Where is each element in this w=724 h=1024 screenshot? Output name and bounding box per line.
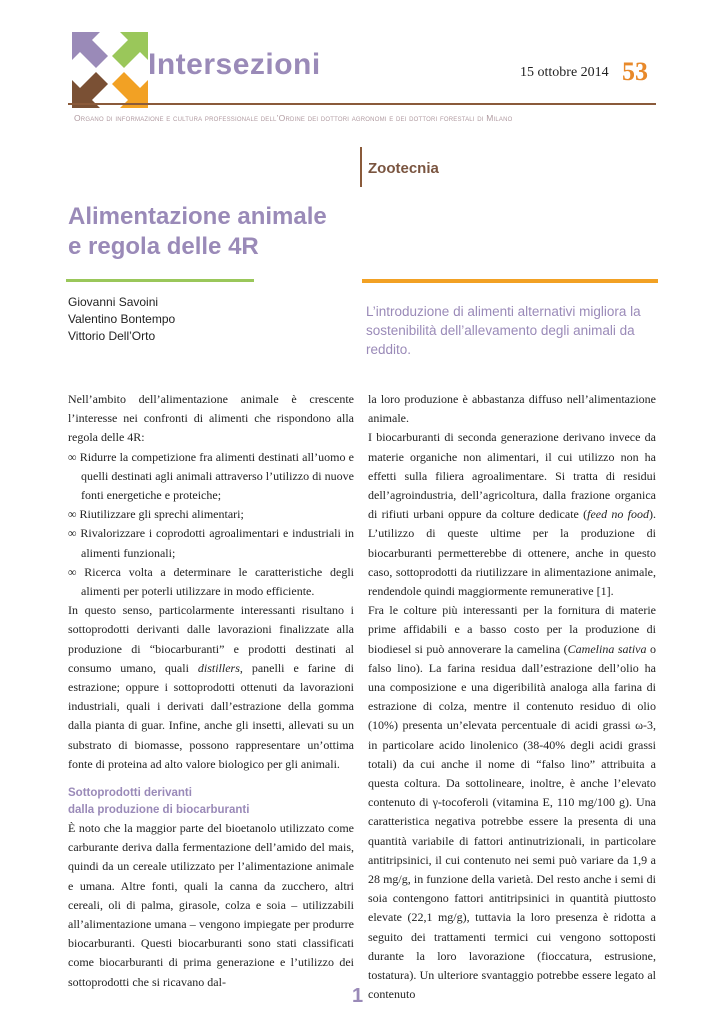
issue-number: 53	[622, 57, 648, 86]
article-title-line2: e regola delle 4R	[68, 233, 259, 260]
intro-paragraph: Nell’ambito dell’alimentazione animale è crescente l’interesse nei confronti di alimenti che rispondono alla regola delle 4R:	[68, 392, 354, 445]
subheading: Sottoprodotti derivanti dalla produzione di biocarburanti	[68, 787, 250, 817]
authors	[68, 294, 175, 345]
lead-bar	[362, 279, 658, 283]
paragraph: I biocarburanti di seconda generazione derivano invece da materie organiche non alimentari, il cui utilizzo non ha effetti sulla filiera agroalimentare. Si tratta di residui dell’agroindustria, dell’agricoltura, dalla frazione organica di rifiuti urbani oppure da colture dedicate (feed no food). L’utilizzo di queste ultime per la produzione di biocarburanti permetterebbe di ottenere, anche in questo caso, sottoprodotti da riutilizzare in alimentazione animale, rendendole quindi maggiormente remunerative [1].	[368, 430, 656, 599]
left-column	[68, 390, 354, 992]
header-divider	[68, 103, 656, 105]
title-underline	[66, 279, 254, 282]
author: Valentino Bontempo	[68, 312, 176, 326]
article-title-line1: Alimentazione animale	[68, 203, 327, 230]
paragraph: la loro produzione è abbastanza diffuso nell’alimentazione animale.	[368, 392, 656, 426]
issue-date: 15 ottobre 2014	[520, 65, 609, 80]
list-item: ∞ Ridurre la competizione fra alimenti destinati all’uomo e quelli destinati agli animali attraverso l’utilizzo di nuove fonti energetiche e proteiche;	[68, 449, 354, 503]
intersezioni-logo-icon	[70, 30, 150, 110]
paragraph: Fra le colture più interessanti per la fornitura di materie prime affidabili e a basso costo per la produzione di biodiesel si può annoverare la camelina (Camelina sativa o falso lino). La farina residua dall’estrazione dell’olio ha una composizione e una digeribilità analoga alla farina di estrazione di colza, mentre il contenuto residuo di olio (10%) presenta un’elevata percentuale di acidi grassi ω-3, in particolare acido linolenico (38-40% degli acidi grassi totali) da cui anche il nome di “falso lino” attribuita a questa coltura. Da sottolineare, inoltre, è anche l’elevato contenuto di γ-tocoferoli (vitamina E, 110 mg/100 g). Una caratteristica negativa potrebbe essere la presenta di una quantità variabile di fattori antinutrizionali, in particolare antitripsinici, il cui contenuto nei semi può variare da 1,9 a 28 mg/g, in funzione della varietà. Del resto anche i semi di soia contengono fattori antitripsinici in quantità piuttosto elevate (22,1 mg/g), tuttavia la loro presenza è ridotta a seguito dei trattamenti termici cui vengono sottoposti durante la loro lavorazione (fioccatura, estrusione, tostatura). Un ulteriore svantaggio potrebbe essere legato al contenuto	[368, 603, 657, 1002]
author: Giovanni Savoini	[68, 295, 159, 309]
list-item: ∞ Riutilizzare gli sprechi alimentari;	[68, 507, 244, 522]
page-number: 1	[352, 985, 364, 1007]
section-label: Zootecnia	[368, 160, 439, 177]
list-item: ∞ Ricerca volta a determinare le caratteristiche degli alimenti per poterli utilizzare in modo efficiente.	[68, 564, 354, 599]
magazine-name: Intersezioni	[148, 48, 321, 81]
article-title	[68, 202, 327, 262]
author: Vittorio Dell’Orto	[68, 329, 156, 343]
paragraph: In questo senso, particolarmente interessanti risultano i sottoprodotti derivanti dalle lavorazioni finalizzate alla produzione di “biocarburanti” e prodotti destinati al consumo umano, quali distillers, panelli e farine di estrazione; oppure i sottoprodotti ottenuti da lavorazioni industriali, quali i derivati dall’estrazione della gomma dalla pianta di guar. Infine, anche gli insetti, allevati su un substrato di biomasse, possono rappresentare un’ottima fonte di proteina ad alto valore biologico per gli animali.	[68, 603, 354, 771]
organ-line: Organo di informazione e cultura professionale dell’Ordine dei dottori agronomi e dei dottori forestali di Milano	[74, 113, 513, 123]
list-item: ∞ Rivalorizzare i coprodotti agroalimentari e industriali in alimenti funzionali;	[68, 526, 354, 560]
right-column	[368, 390, 656, 1005]
article-lead: L’introduzione di alimenti alternativi migliora la sostenibilità dell’allevamento degli animali da reddito.	[366, 304, 641, 357]
section-marker	[360, 147, 362, 187]
paragraph: È noto che la maggior parte del bioetanolo utilizzato come carburante deriva dalla fermentazione dell’amido del mais, quindi da un cereale utilizzato per l’alimentazione animale e umana. Altre fonti, quali la canna da zucchero, altri cereali, oli di palma, girasole, colza e soia – utilizzabili all’alimentazione umana – vengono impiegate per produrre biocarburanti. Questi biocarburanti sono stati classificati come biocarburanti di prima generazione e l’utilizzo dei sottoprodotti che si ricavano dal-	[68, 821, 354, 989]
